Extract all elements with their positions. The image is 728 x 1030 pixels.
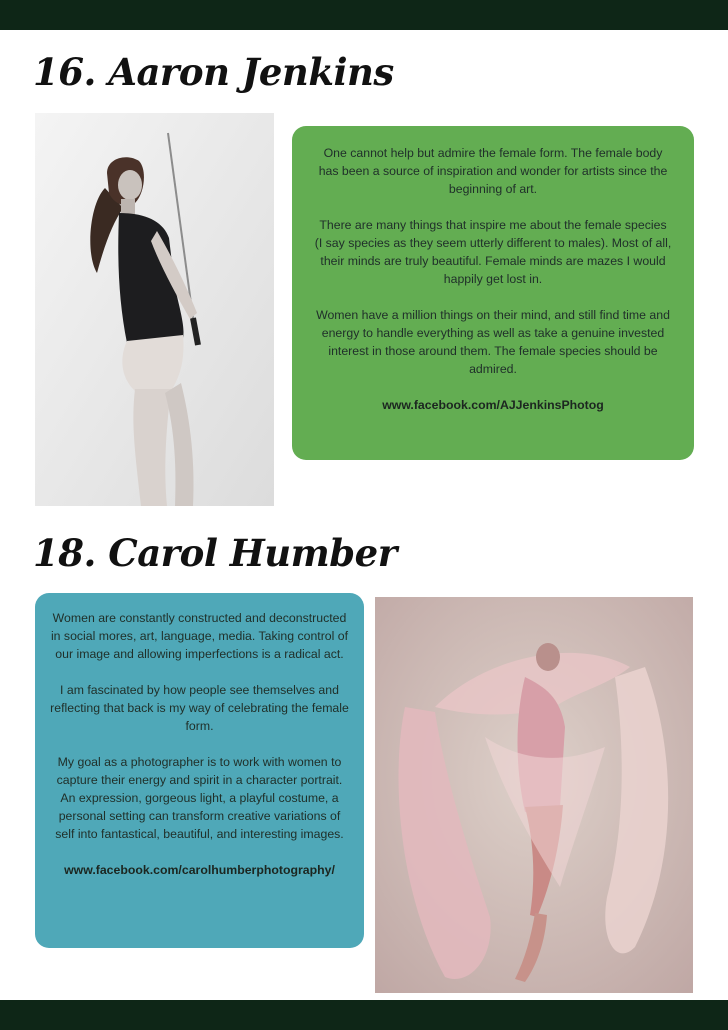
facebook-link-aaron-jenkins[interactable]: www.facebook.com/AJJenkinsPhotog — [382, 398, 604, 412]
section-heading-aaron-jenkins: 16. Aaron Jenkins — [33, 50, 394, 94]
bio-box-carol-humber — [35, 593, 364, 948]
bio-paragraph: There are many things that inspire me about the female species (I say species as they seem utterly different to males). Most of all, their minds are truly beautiful. Female minds are mazes I would happily get lost in. — [314, 218, 672, 286]
bio-paragraph: Women have a million things on their mind, and still find time and energy to handle everything as well as take a genuine invested interest in those around them. The female species should be admired. — [316, 308, 670, 376]
photo-woman-with-pink-fabric — [375, 597, 693, 993]
bio-paragraph: Women are constantly constructed and deconstructed in social mores, art, language, media. Taking control of our image and allowing imperfections is a radical act. — [50, 611, 349, 661]
bio-paragraph: One cannot help but admire the female form. The female body has been a source of inspiration and wonder for artists since the beginning of art. — [318, 146, 668, 196]
bio-box-aaron-jenkins — [292, 126, 694, 460]
bio-paragraph: I am fascinated by how people see themselves and reflecting that back is my way of celebrating the female form. — [50, 683, 349, 733]
facebook-link-carol-humber[interactable]: www.facebook.com/carolhumberphotography/ — [64, 863, 335, 877]
top-band — [0, 0, 728, 30]
bottom-band — [0, 1000, 728, 1030]
section-heading-carol-humber: 18. Carol Humber — [33, 531, 397, 575]
bio-paragraph: My goal as a photographer is to work with women to capture their energy and spirit in a character portrait. An expression, gorgeous light, a playful costume, a personal setting can transform creative variations of self into fantastical, beautiful, and interesting images. — [55, 755, 344, 841]
photo-woman-with-sword — [35, 113, 274, 506]
